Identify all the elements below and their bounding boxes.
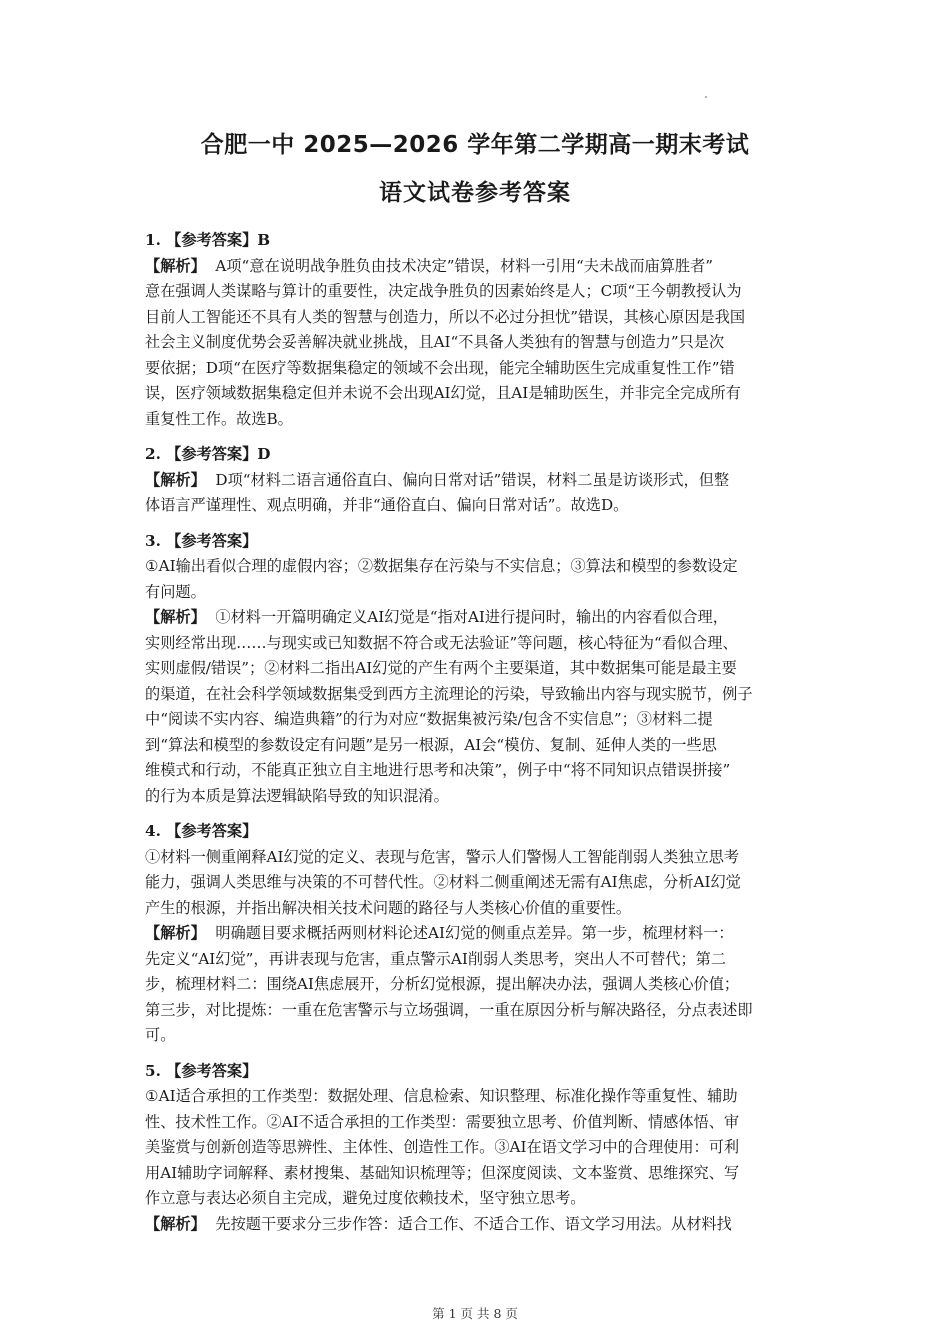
line-text: 到“算法和模型的参数设定有问题”是另一根源，AI会“模仿、复制、延伸人类的一些思 [145, 735, 717, 754]
line-text: 中“阅读不实内容、编造典籍”的行为对应“数据集被污染/包含不实信息”；③材料二提 [145, 710, 713, 728]
analysis-label: 【解析】 [145, 1214, 206, 1233]
line-text: 作立意与表达必须自主完成，避免过度依赖技术，坚守独立思考。 [145, 1189, 586, 1207]
text-line [145, 947, 813, 973]
text-line [145, 1135, 813, 1161]
text-line [145, 921, 813, 947]
text-line [145, 554, 813, 580]
answer-content [145, 228, 813, 1247]
scan-speck [705, 96, 707, 98]
exam-title: 合肥一中 2025—2026 学年第二学期高一期末考试 [200, 132, 750, 158]
line-text: 用AI辅助字词解释、素材搜集、基础知识梳理等；但深度阅读、文本鉴赏、思维探究、写 [145, 1163, 740, 1182]
text-line [145, 784, 813, 810]
answer-heading: 4. 【参考答案】 [145, 822, 258, 840]
line-text: 目前人工智能还不具有人类的智慧与创造力，所以不必过分担忧”错误，其核心原因是我国 [145, 307, 746, 326]
text-line [145, 330, 813, 356]
line-text: 维模式和行动，不能真正独立自主地进行思考和决策”，例子中“将不同知识点错误拼接” [145, 761, 731, 779]
text-line [145, 305, 813, 331]
text-line [145, 1110, 813, 1136]
answer-heading: 1. 【参考答案】B [145, 231, 271, 249]
text-line [145, 468, 813, 494]
text-line [145, 733, 813, 759]
answer-item [145, 228, 813, 432]
line-text: 的行为本质是算法逻辑缺陷导致的知识混淆。 [145, 786, 449, 805]
text-line [145, 1023, 813, 1049]
line-text: 产生的根源，并指出解决相关技术问题的路径与人类核心价值的重要性。 [145, 898, 631, 917]
answer-item [145, 819, 813, 1049]
analysis-label: 【解析】 [145, 470, 206, 489]
line-text: 先定义“AI幻觉”，再讲表现与危害，重点警示AI削弱人类思考，突出人不可替代；第二 [145, 949, 727, 968]
line-text: 可。 [145, 1026, 176, 1044]
text-line [145, 356, 813, 382]
line-text: D项“材料二语言通俗直白、偏向日常对话”错误，材料二虽是访谈形式，但整 [205, 470, 730, 489]
answer-item [145, 529, 813, 810]
line-text: 误，医疗领域数据集稳定但并未说不会出现AI幻觉，且AI是辅助医生，并非完全完成所有 [145, 384, 741, 402]
line-text: 明确题目要求概括两则材料论述AI幻觉的侧重点差异。第一步，梳理材料一： [205, 924, 734, 942]
line-text: ①材料一开篇明确定义AI幻觉是“指对AI进行提问时，输出的内容看似合理， [205, 608, 728, 626]
line-text: 重复性工作。故选B。 [145, 409, 293, 428]
answer-heading: 5. 【参考答案】 [145, 1061, 258, 1080]
text-line [145, 279, 813, 305]
page-footer: 第 1 页 共 8 页 [432, 1306, 518, 1321]
text-line [145, 493, 813, 519]
text-line [145, 605, 813, 631]
text-line [145, 1161, 813, 1187]
text-line [145, 682, 813, 708]
answer-heading: 3. 【参考答案】 [145, 531, 258, 550]
line-text: 先按题干要求分三步作答：适合工作、不适合工作、语文学习用法。从材料找 [205, 1214, 732, 1233]
answer-item [145, 442, 813, 519]
text-line [145, 896, 813, 922]
line-text: 体语言严谨理性、观点明确，并非“通俗直白、偏向日常对话”。故选D。 [145, 496, 629, 514]
line-text: 第三步，对比提炼：一重在危害警示与立场强调，一重在原因分析与解决路径，分点表述即 [145, 1000, 753, 1019]
answer-item [145, 1059, 813, 1238]
text-line [145, 1212, 813, 1238]
line-text: 步，梳理材料二：围绕AI焦虑展开，分析幻觉根源，提出解决办法，强调人类核心价值； [145, 975, 740, 993]
answer-heading: 2. 【参考答案】D [145, 445, 271, 463]
text-line [145, 707, 813, 733]
text-line [145, 845, 813, 871]
analysis-label: 【解析】 [145, 608, 206, 626]
line-text: 性、技术性工作。②AI不适合承担的工作类型：需要独立思考、价值判断、情感体悟、审 [145, 1112, 740, 1131]
line-text: ①材料一侧重阐释AI幻觉的定义、表现与危害，警示人们警惕人工智能削弱人类独立思考 [145, 847, 740, 866]
text-line [145, 758, 813, 784]
text-line [145, 381, 813, 407]
line-text: 实则虚假/错误”；②材料二指出AI幻觉的产生有两个主要渠道，其中数据集可能是最主要 [145, 659, 737, 677]
line-text: 意在强调人类谋略与算计的重要性，决定战争胜负的因素始终是人；C项“王今朝教授认为 [145, 282, 742, 300]
text-line [145, 998, 813, 1024]
exam-subtitle: 语文试卷参考答案 [379, 180, 571, 206]
line-text: 的渠道，在社会科学领域数据集受到西方主流理论的污染，导致输出内容与现实脱节，例子 [145, 684, 753, 703]
text-line [145, 870, 813, 896]
text-line [145, 1186, 813, 1212]
line-text: 实则经常出现……与现实或已知数据不符合或无法验证”等问题，核心特征为“看似合理、 [145, 633, 738, 652]
text-line [145, 407, 813, 433]
line-text: 有问题。 [145, 582, 206, 601]
text-line [145, 631, 813, 657]
text-line [145, 254, 813, 280]
text-line [145, 656, 813, 682]
line-text: 要依据；D项“在医疗等数据集稳定的领域不会出现，能完全辅助医生完成重复性工作”错 [145, 358, 735, 377]
line-text: ①AI适合承担的工作类型：数据处理、信息检索、知识整理、标准化操作等重复性、辅助 [145, 1087, 738, 1105]
line-text: 能力，强调人类思维与决策的不可替代性。②材料二侧重阐述无需有AI焦虑，分析AI幻觉 [145, 873, 741, 891]
text-line [145, 1084, 813, 1110]
line-text: 社会主义制度优势会妥善解决就业挑战，且AI“不具备人类独有的智慧与创造力”只是次 [145, 333, 725, 351]
line-text: 美鉴赏与创新创造等思辨性、主体性、创造性工作。③AI在语文学习中的合理使用：可利 [145, 1138, 740, 1156]
analysis-label: 【解析】 [145, 924, 206, 942]
line-text: ①AI输出看似合理的虚假内容；②数据集存在污染与不实信息；③算法和模型的参数设定 [145, 557, 738, 575]
text-line [145, 580, 813, 606]
line-text: A项“意在说明战争胜负由技术决定”错误，材料一引用“夫未战而庙算胜者” [205, 256, 714, 275]
analysis-label: 【解析】 [145, 256, 206, 275]
text-line [145, 972, 813, 998]
